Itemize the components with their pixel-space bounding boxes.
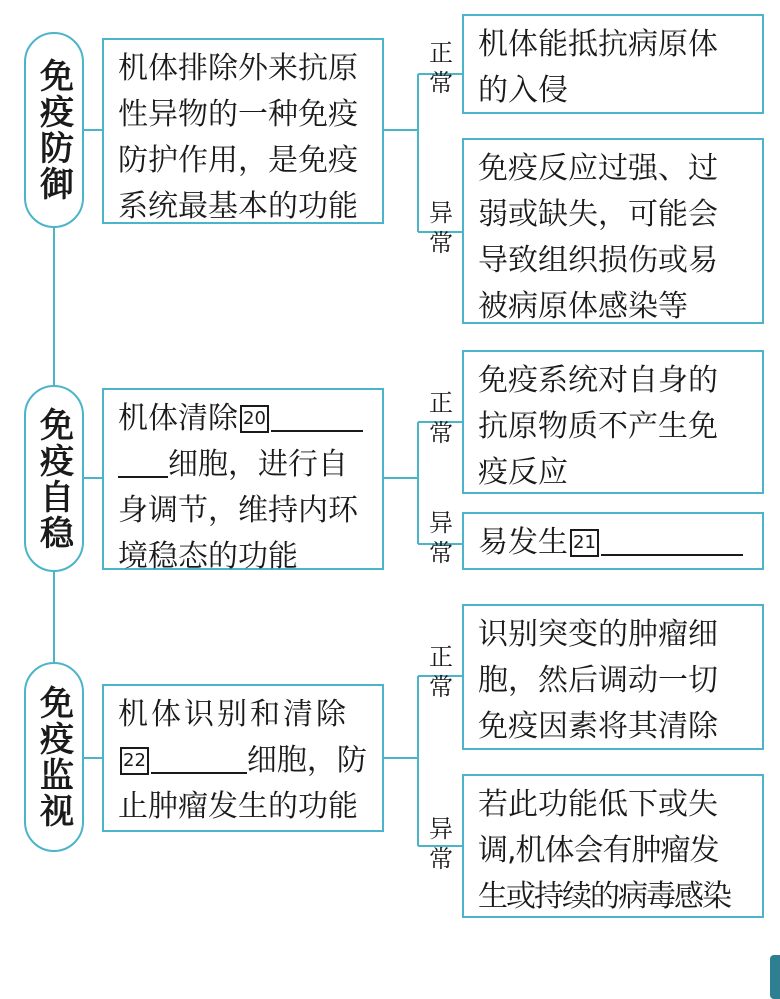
abnormal-text: 易发生: [478, 525, 568, 560]
fill-blank: [601, 524, 743, 556]
desc-line: [118, 396, 370, 442]
abnormal-box-immune-surveillance: [462, 774, 764, 918]
branch-label-abnormal: 异常: [429, 199, 453, 257]
blank-number-badge: 21: [570, 529, 599, 557]
pill-title: 免疫防御: [33, 58, 74, 202]
normal-box-immune-defense: [462, 14, 764, 114]
branch-label-abnormal: 异常: [429, 815, 453, 873]
fill-blank: [151, 742, 247, 774]
branch-label-normal: 正常: [429, 389, 453, 447]
normal-line: 疫反应: [478, 455, 568, 490]
normal-line: 的入侵: [478, 73, 568, 108]
pill-title: 免疫自稳: [33, 406, 74, 551]
branch-label-abnormal: 异常: [429, 509, 453, 567]
pill-immune-homeostasis: [24, 385, 84, 572]
abnormal-line: 被病原体感染等: [478, 289, 688, 324]
abnormal-box-immune-homeostasis: [462, 512, 764, 570]
normal-line: 胞，然后调动一切: [478, 663, 718, 698]
abnormal-line: 导致组织损伤或易: [478, 243, 718, 278]
pill-title: 免疫监视: [33, 685, 74, 829]
desc-box-immune-defense: [102, 38, 384, 224]
blank-number-badge: 22: [120, 747, 149, 775]
branch-label-normal: 正常: [429, 643, 453, 701]
abnormal-line: 免疫反应过强、过: [478, 151, 718, 186]
desc-line: 身调节，维持内环: [118, 493, 358, 528]
normal-line: 识别突变的肿瘤细: [478, 617, 718, 652]
normal-line: 机体能抵抗病原体: [478, 27, 718, 62]
abnormal-line: 调,机体会有肿瘤发: [478, 833, 719, 868]
abnormal-line: 若此功能低下或失: [478, 787, 718, 822]
pill-immune-surveillance: [24, 662, 84, 852]
fill-blank: [271, 400, 363, 432]
blank-number-badge: 20: [240, 405, 269, 433]
abnormal-line: [478, 520, 750, 566]
desc-line: [118, 738, 370, 784]
abnormal-box-immune-defense: [462, 138, 764, 324]
desc-line: [118, 442, 370, 488]
abnormal-line: 生或持续的病毒感染: [478, 879, 730, 914]
normal-box-immune-homeostasis: [462, 350, 764, 494]
pill-immune-defense: [24, 32, 84, 228]
normal-line: 抗原物质不产生免: [478, 409, 718, 444]
desc-text: 细胞，进行自: [168, 447, 348, 482]
desc-line: 境稳态的功能: [118, 539, 298, 574]
page-edge-tab: [770, 955, 780, 999]
abnormal-line: 弱或缺失，可能会: [478, 197, 718, 232]
desc-line: 防护作用，是免疫: [118, 143, 358, 178]
desc-line: 性异物的一种免疫: [118, 97, 358, 132]
desc-text: 机体清除: [118, 401, 238, 436]
desc-line: 机体识别和清除: [118, 697, 349, 732]
normal-box-immune-surveillance: [462, 604, 764, 750]
desc-line: 系统最基本的功能: [118, 189, 358, 224]
desc-line: 机体排除外来抗原: [118, 51, 358, 86]
desc-line: 止肿瘤发生的功能: [118, 789, 358, 824]
normal-line: 免疫因素将其清除: [478, 709, 718, 744]
desc-box-immune-homeostasis: [102, 388, 384, 574]
desc-text: 细胞，防: [246, 743, 367, 778]
branch-label-normal: 正常: [429, 39, 453, 97]
fill-blank: [118, 446, 168, 478]
desc-box-immune-surveillance: [102, 684, 384, 832]
normal-line: 免疫系统对自身的: [478, 363, 718, 398]
